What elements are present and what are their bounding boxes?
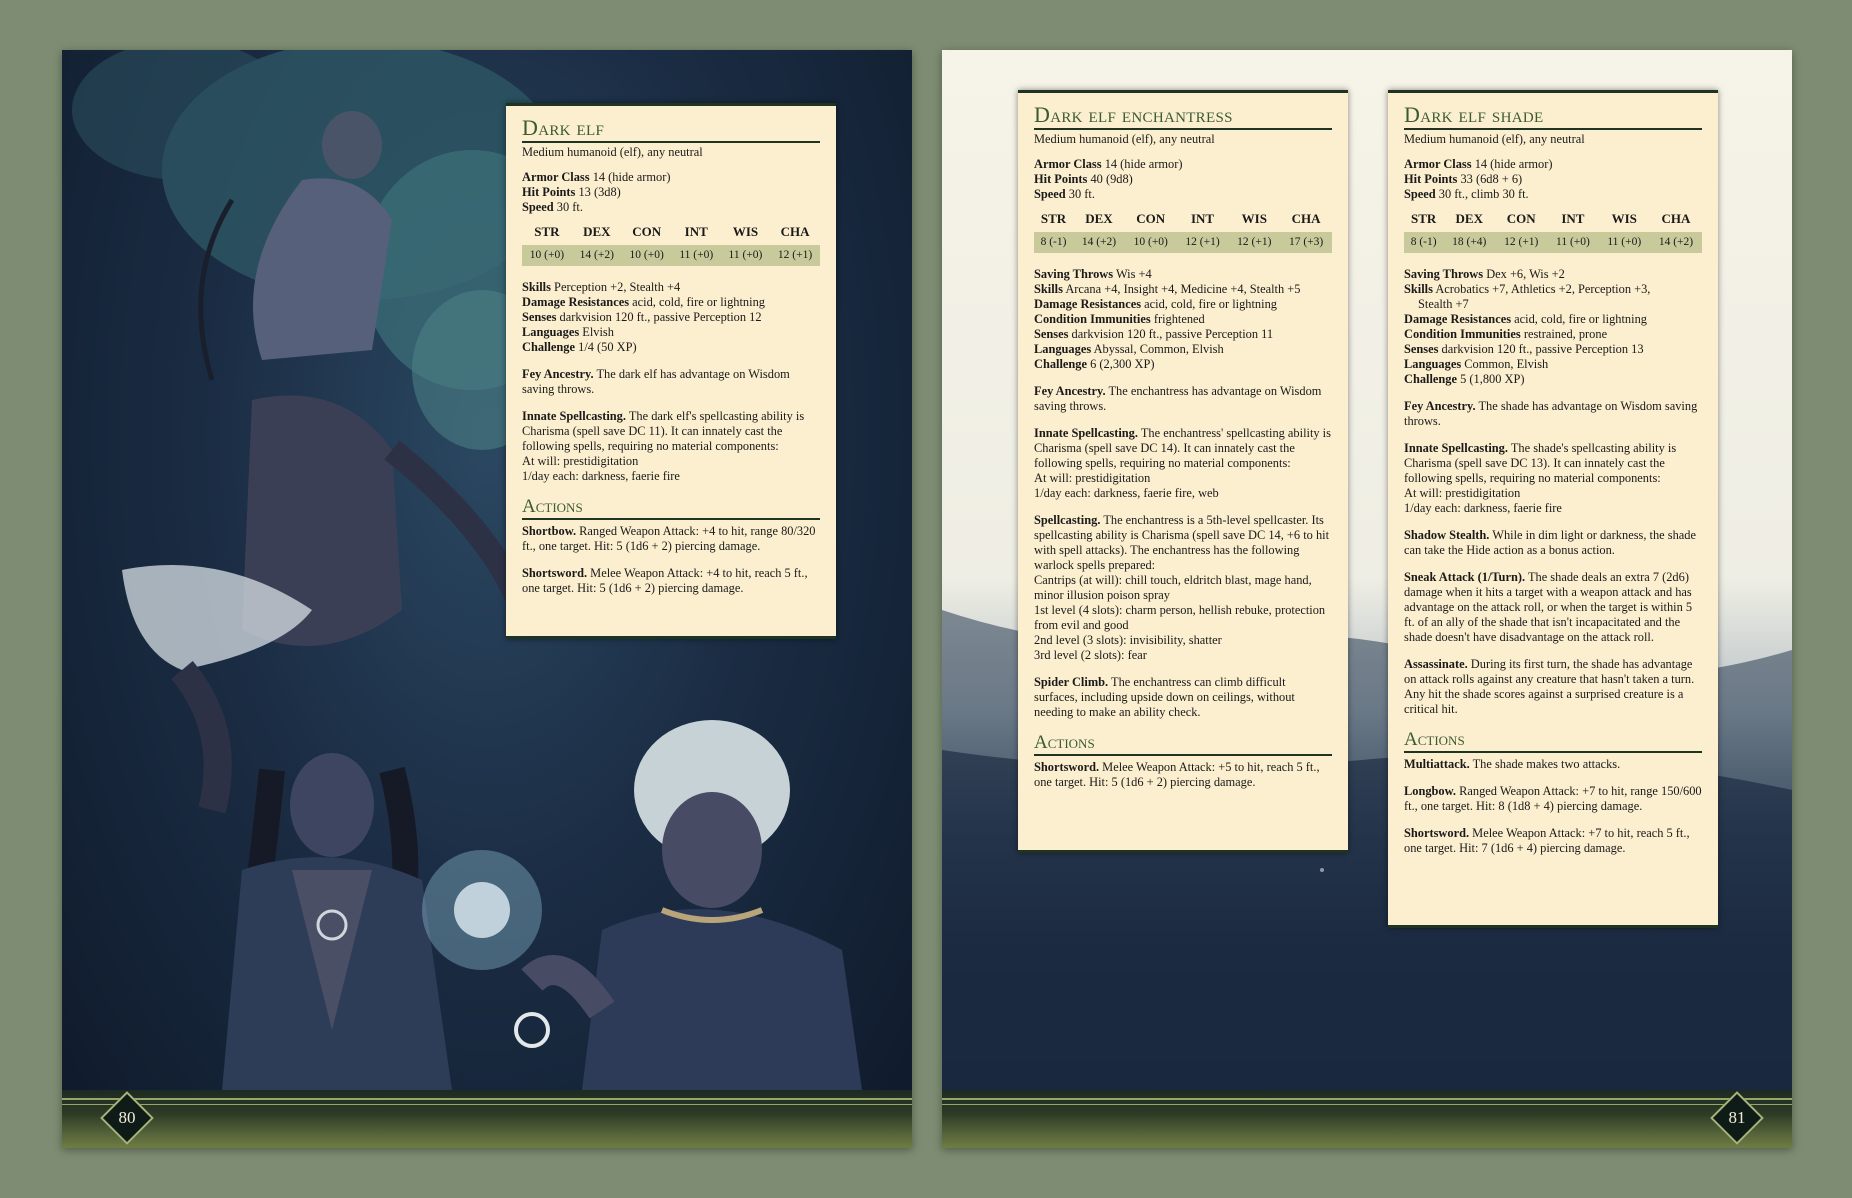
action-name: Longbow. <box>1404 784 1456 798</box>
resistances-label: Damage Resistances <box>1404 312 1512 326</box>
ability-score: 8 (-1) <box>1034 232 1073 253</box>
ability-table <box>522 222 820 266</box>
ability-score: 11 (+0) <box>721 245 770 266</box>
skills-continuation: Stealth +7 <box>1418 297 1469 311</box>
spell-line: Cantrips (at will): chill touch, eldritch blast, mage hand, minor illusion poison spray <box>1034 573 1312 602</box>
challenge-line <box>1034 357 1332 372</box>
resistances-label: Damage Resistances <box>522 295 630 309</box>
ability-score: 12 (+1) <box>770 245 820 266</box>
statblock-dark-elf-enchantress <box>1018 90 1348 853</box>
senses-value: darkvision 120 ft., passive Perception 13 <box>1441 342 1644 356</box>
ability-table <box>1404 209 1702 253</box>
trait-name: Innate Spellcasting. <box>1034 426 1138 440</box>
challenge-value: 6 (2,300 XP) <box>1090 357 1155 371</box>
condition-immunities-line <box>1034 312 1332 327</box>
ability-header: DEX <box>1455 211 1483 226</box>
saving-throws-label: Saving Throws <box>1404 267 1484 281</box>
speed-value: 30 ft. <box>556 200 583 214</box>
action-shortsword <box>1404 826 1702 856</box>
armor-class-value: 14 (hide armor) <box>1104 157 1183 171</box>
ability-score: 18 (+4) <box>1443 232 1495 253</box>
ability-score: 14 (+2) <box>1073 232 1125 253</box>
trait-assassinate <box>1404 657 1702 717</box>
action-text: The shade makes two attacks. <box>1472 757 1621 771</box>
ability-header: DEX <box>1085 211 1113 226</box>
action-text: Ranged Weapon Attack: +4 to hit, range 80/320 ft., one target. Hit: 5 (1d6 + 2) piercing damage. <box>522 524 816 553</box>
speed-line <box>522 200 820 215</box>
action-text: Melee Weapon Attack: +7 to hit, reach 5 ft., one target. Hit: 7 (1d6 + 4) piercing damage. <box>1404 826 1690 855</box>
spell-line: 3rd level (2 slots): fear <box>1034 648 1147 662</box>
challenge-label: Challenge <box>1404 372 1458 386</box>
challenge-value: 5 (1,800 XP) <box>1460 372 1525 386</box>
challenge-label: Challenge <box>522 340 576 354</box>
trait-innate-spellcasting <box>522 409 820 484</box>
page-footer <box>942 1090 1792 1148</box>
trait-text: The shade deals an extra 7 (2d6) damage when it hits a target with a weapon attack and has advantage on the attack roll, or when the target is within 5 ft. of an ally of the shade that isn't incapacitated and the shade doesn't have disadvantage on the attack roll. <box>1404 570 1693 644</box>
trait-name: Fey Ancestry. <box>1404 399 1476 413</box>
condition-immunities-label: Condition Immunities <box>1404 327 1521 341</box>
trait-innate-spellcasting <box>1404 441 1702 516</box>
action-longbow <box>1404 784 1702 814</box>
hit-points-label: Hit Points <box>522 185 576 199</box>
action-name: Multiattack. <box>1404 757 1470 771</box>
skills-label: Skills <box>1404 282 1433 296</box>
statblock-dark-elf-shade <box>1388 90 1718 928</box>
trait-text: During its first turn, the shade has advantage on attack rolls against any creature that hasn't taken a turn. Any hit the shade scores against a surprised creature is a critical hit. <box>1404 657 1695 716</box>
ability-score: 10 (+0) <box>622 245 672 266</box>
challenge-line <box>1404 372 1702 387</box>
ability-header: STR <box>1410 211 1437 226</box>
spell-line: 1/day each: darkness, faerie fire, web <box>1034 486 1219 500</box>
hit-points-line <box>522 185 820 200</box>
speed-line <box>1404 187 1702 202</box>
armor-class-value: 14 (hide armor) <box>1474 157 1553 171</box>
trait-spider-climb <box>1034 675 1332 720</box>
languages-line <box>1404 357 1702 372</box>
senses-line <box>522 310 820 325</box>
hit-points-line <box>1034 172 1332 187</box>
condition-immunities-label: Condition Immunities <box>1034 312 1151 326</box>
skills-value: Acrobatics +7, Athletics +2, Perception +3, <box>1435 282 1651 296</box>
statblock-title: Dark elf shade <box>1404 103 1702 130</box>
hit-points-value: 40 (9d8) <box>1090 172 1133 186</box>
actions-heading: Actions <box>1034 732 1332 756</box>
senses-label: Senses <box>522 310 557 324</box>
spell-line: At will: prestidigitation <box>1034 471 1151 485</box>
ability-header: CHA <box>1291 211 1321 226</box>
speed-value: 30 ft., climb 30 ft. <box>1438 187 1529 201</box>
skills-line <box>522 280 820 295</box>
condition-immunities-value: restrained, prone <box>1523 327 1608 341</box>
page-left <box>62 50 912 1148</box>
skills-line <box>1404 282 1702 297</box>
speed-label: Speed <box>1404 187 1436 201</box>
trait-fey-ancestry <box>1034 384 1332 414</box>
trait-text: The enchantress' spellcasting ability is Charisma (spell save DC 14). It can innately cast the following spells, requiring no material components: <box>1034 426 1331 470</box>
ability-score: 11 (+0) <box>1547 232 1598 253</box>
ability-score: 11 (+0) <box>672 245 721 266</box>
action-name: Shortbow. <box>522 524 577 538</box>
saving-throws-value: Wis +4 <box>1115 267 1152 281</box>
trait-name: Spellcasting. <box>1034 513 1101 527</box>
ability-score: 10 (+0) <box>1125 232 1177 253</box>
ability-header: CON <box>1506 211 1536 226</box>
ability-score: 11 (+0) <box>1599 232 1650 253</box>
trait-sneak-attack <box>1404 570 1702 645</box>
creature-type: Medium humanoid (elf), any neutral <box>522 145 703 159</box>
ability-score: 12 (+1) <box>1495 232 1547 253</box>
senses-line <box>1404 342 1702 357</box>
actions-heading: Actions <box>1404 729 1702 753</box>
spell-line: 1/day each: darkness, faerie fire <box>1404 501 1562 515</box>
trait-innate-spellcasting <box>1034 426 1332 501</box>
page-number: 81 <box>1728 1108 1746 1127</box>
ability-header: CHA <box>780 224 810 239</box>
trait-spellcasting <box>1034 513 1332 663</box>
armor-class-label: Armor Class <box>1404 157 1472 171</box>
languages-label: Languages <box>522 325 580 339</box>
languages-line <box>1034 342 1332 357</box>
hit-points-value: 13 (3d8) <box>578 185 621 199</box>
trait-shadow-stealth <box>1404 528 1702 558</box>
languages-value: Elvish <box>582 325 614 339</box>
statblock-title: Dark elf <box>522 116 820 143</box>
ability-header: WIS <box>1611 211 1637 226</box>
languages-value: Common, Elvish <box>1464 357 1549 371</box>
action-multiattack <box>1404 757 1702 772</box>
speed-label: Speed <box>1034 187 1066 201</box>
spell-line: 1/day each: darkness, faerie fire <box>522 469 680 483</box>
resistances-line <box>1034 297 1332 312</box>
armor-class-value: 14 (hide armor) <box>592 170 671 184</box>
resistances-line <box>522 295 820 310</box>
page-number: 80 <box>118 1108 136 1127</box>
spell-line: 2nd level (3 slots): invisibility, shatter <box>1034 633 1222 647</box>
ability-header: INT <box>1561 211 1585 226</box>
trait-fey-ancestry <box>1404 399 1702 429</box>
trait-text: The dark elf has advantage on Wisdom saving throws. <box>522 367 790 396</box>
skills-label: Skills <box>1034 282 1063 296</box>
trait-text: While in dim light or darkness, the shade can take the Hide action as a bonus action. <box>1404 528 1696 557</box>
trait-name: Innate Spellcasting. <box>1404 441 1508 455</box>
ability-header: WIS <box>1241 211 1267 226</box>
trait-text: The enchantress is a 5th-level spellcaster. Its spellcasting ability is Charisma (spell save DC 14, +6 to hit with spell attacks). The enchantress has the following warlock spells prepared: <box>1034 513 1330 572</box>
resistances-value: acid, cold, fire or lightning <box>632 295 765 309</box>
saving-throws-value: Dex +6, Wis +2 <box>1486 267 1565 281</box>
languages-label: Languages <box>1404 357 1462 371</box>
trait-name: Fey Ancestry. <box>522 367 594 381</box>
languages-value: Abyssal, Common, Elvish <box>1093 342 1224 356</box>
senses-label: Senses <box>1034 327 1069 341</box>
challenge-value: 1/4 (50 XP) <box>578 340 637 354</box>
saving-throws-line <box>1404 267 1702 282</box>
ability-score: 12 (+1) <box>1228 232 1280 253</box>
trait-name: Fey Ancestry. <box>1034 384 1106 398</box>
action-name: Shortsword. <box>522 566 588 580</box>
hit-points-label: Hit Points <box>1404 172 1458 186</box>
speed-label: Speed <box>522 200 554 214</box>
trait-text: The enchantress can climb difficult surfaces, including upside down on ceilings, without needing to make an ability check. <box>1034 675 1295 719</box>
action-name: Shortsword. <box>1034 760 1100 774</box>
ability-score: 14 (+2) <box>572 245 622 266</box>
saving-throws-label: Saving Throws <box>1034 267 1114 281</box>
trait-name: Sneak Attack (1/Turn). <box>1404 570 1526 584</box>
actions-heading: Actions <box>522 496 820 520</box>
ability-score: 8 (-1) <box>1404 232 1443 253</box>
spell-line: At will: prestidigitation <box>1404 486 1521 500</box>
condition-immunities-line <box>1404 327 1702 342</box>
trait-text: The dark elf's spellcasting ability is Charisma (spell save DC 11). It can innately cast the following spells, requiring no material components: <box>522 409 805 453</box>
trait-name: Shadow Stealth. <box>1404 528 1490 542</box>
action-shortsword <box>522 566 820 596</box>
condition-immunities-value: frightened <box>1153 312 1205 326</box>
skills-value: Perception +2, Stealth +4 <box>554 280 681 294</box>
ability-header: STR <box>1040 211 1067 226</box>
languages-line <box>522 325 820 340</box>
statblock-dark-elf <box>506 103 836 639</box>
spell-line: At will: prestidigitation <box>522 454 639 468</box>
armor-class-label: Armor Class <box>1034 157 1102 171</box>
hit-points-value: 33 (6d8 + 6) <box>1460 172 1523 186</box>
resistances-line <box>1404 312 1702 327</box>
ability-score: 12 (+1) <box>1177 232 1229 253</box>
statblock-title: Dark elf enchantress <box>1034 103 1332 130</box>
action-text: Melee Weapon Attack: +4 to hit, reach 5 ft., one target. Hit: 5 (1d6 + 2) piercing damage. <box>522 566 808 595</box>
ability-header: CON <box>632 224 662 239</box>
ability-header: STR <box>534 224 560 239</box>
trait-name: Spider Climb. <box>1034 675 1109 689</box>
action-text: Melee Weapon Attack: +5 to hit, reach 5 ft., one target. Hit: 5 (1d6 + 2) piercing damage. <box>1034 760 1320 789</box>
trait-text: The shade has advantage on Wisdom saving throws. <box>1404 399 1698 428</box>
challenge-line <box>522 340 820 355</box>
resistances-label: Damage Resistances <box>1034 297 1142 311</box>
spell-line: 1st level (4 slots): charm person, hellish rebuke, protection from evil and good <box>1034 603 1326 632</box>
ability-score: 17 (+3) <box>1280 232 1332 253</box>
armor-class-line <box>1404 157 1702 172</box>
ability-header: DEX <box>583 224 611 239</box>
armor-class-line <box>522 170 820 185</box>
ability-header: INT <box>1190 211 1215 226</box>
ability-header: CON <box>1136 211 1166 226</box>
armor-class-line <box>1034 157 1332 172</box>
ability-header: WIS <box>732 224 759 239</box>
trait-fey-ancestry <box>522 367 820 397</box>
creature-type: Medium humanoid (elf), any neutral <box>1404 132 1585 146</box>
ability-header: INT <box>684 224 708 239</box>
hit-points-label: Hit Points <box>1034 172 1088 186</box>
ability-header: CHA <box>1661 211 1691 226</box>
ability-score: 10 (+0) <box>522 245 572 266</box>
ability-score: 14 (+2) <box>1650 232 1702 253</box>
speed-value: 30 ft. <box>1068 187 1095 201</box>
action-text: Ranged Weapon Attack: +7 to hit, range 150/600 ft., one target. Hit: 8 (1d8 + 4) piercing damage. <box>1404 784 1702 813</box>
action-name: Shortsword. <box>1404 826 1470 840</box>
skills-value: Arcana +4, Insight +4, Medicine +4, Stealth +5 <box>1065 282 1301 296</box>
hit-points-line <box>1404 172 1702 187</box>
resistances-value: acid, cold, fire or lightning <box>1144 297 1277 311</box>
skills-label: Skills <box>522 280 551 294</box>
trait-name: Assassinate. <box>1404 657 1468 671</box>
senses-label: Senses <box>1404 342 1439 356</box>
page-right <box>942 50 1792 1148</box>
action-shortbow <box>522 524 820 554</box>
challenge-label: Challenge <box>1034 357 1088 371</box>
senses-value: darkvision 120 ft., passive Perception 12 <box>559 310 762 324</box>
trait-name: Innate Spellcasting. <box>522 409 626 423</box>
resistances-value: acid, cold, fire or lightning <box>1514 312 1647 326</box>
trait-text: The shade's spellcasting ability is Charisma (spell save DC 13). It can innately cast the following spells, requiring no material components: <box>1404 441 1677 485</box>
skills-line <box>1034 282 1332 297</box>
trait-text: The enchantress has advantage on Wisdom saving throws. <box>1034 384 1322 413</box>
action-shortsword <box>1034 760 1332 790</box>
senses-value: darkvision 120 ft., passive Perception 11 <box>1071 327 1274 341</box>
languages-label: Languages <box>1034 342 1092 356</box>
senses-line <box>1034 327 1332 342</box>
armor-class-label: Armor Class <box>522 170 590 184</box>
creature-type: Medium humanoid (elf), any neutral <box>1034 132 1215 146</box>
ability-table <box>1034 209 1332 253</box>
saving-throws-line <box>1034 267 1332 282</box>
page-footer <box>62 1090 912 1148</box>
speed-line <box>1034 187 1332 202</box>
